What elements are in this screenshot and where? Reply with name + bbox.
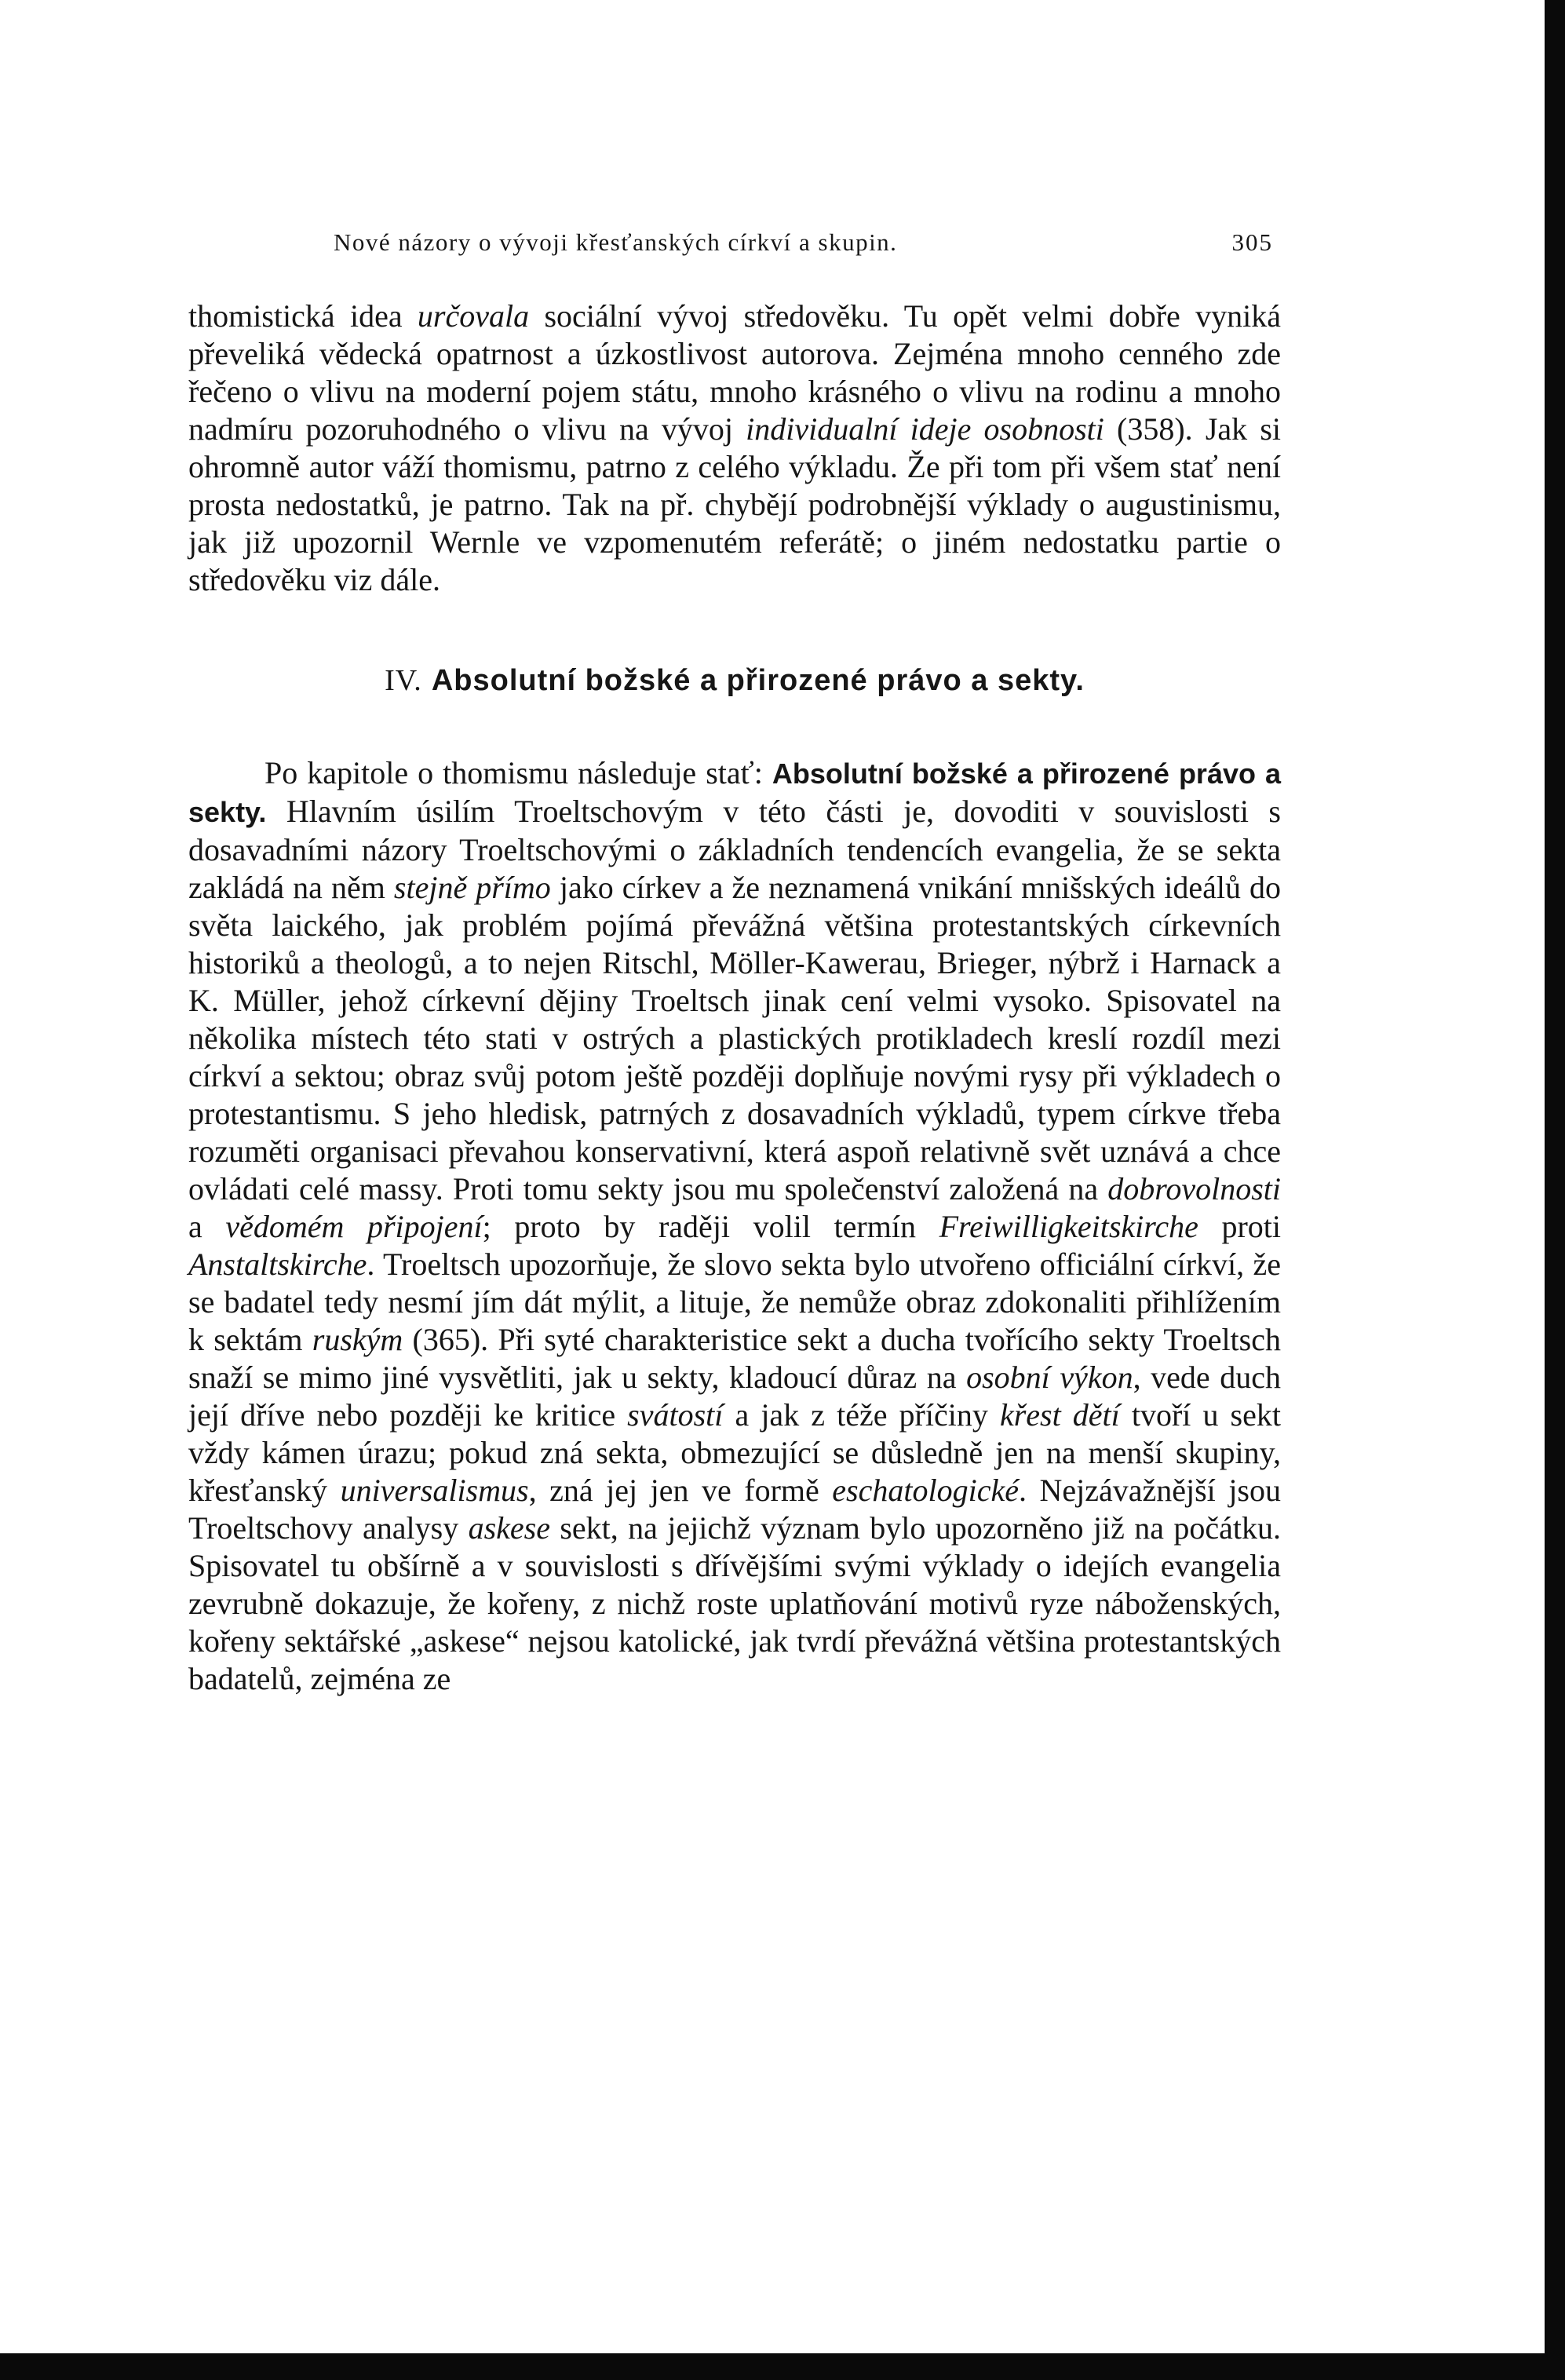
scan-border-right xyxy=(1545,0,1565,2380)
section-title: Absolutní božské a přirozené právo a sekty. xyxy=(431,664,1085,697)
text-run: sociální vývoj středověku. Tu opět velmi dobře vyniká převeliká vědecká opatrnost a úzkostlivost autorova. Zejména mnoho cenného zde řečeno o vlivu na moderní pojem státu, mnoho krásného o vlivu na rodinu a mnoho nadmíru pozoruhodného o vlivu na vývoj xyxy=(188,298,1281,447)
italic-term: svátostí xyxy=(627,1397,724,1433)
text-run: . Nejzávažnější jsou Troeltschovy analysy xyxy=(188,1473,1281,1546)
bold-title-reference: Absolutní božské a přirozené právo a sekty. xyxy=(188,757,1282,828)
italic-term: ruským xyxy=(312,1322,403,1357)
running-head xyxy=(188,224,1281,271)
text-run: a xyxy=(188,1209,226,1244)
text-run: thomistická idea xyxy=(188,298,418,334)
text-run: proti xyxy=(1198,1209,1281,1244)
italic-term: křest dětí xyxy=(999,1397,1120,1433)
italic-term: určovala xyxy=(417,298,530,334)
italic-term: individualní ideje osobnosti xyxy=(746,411,1104,447)
body-text xyxy=(188,298,1281,1698)
text-run: . Troeltsch upozorňuje, že slovo sekta bylo utvořeno officiální církví, že se badatel tedy nesmí jím dát mýlit, a lituje, že nemůže obraz zdokonaliti přihlížením k sektám xyxy=(188,1247,1281,1357)
text-run: Po kapitole o thomismu následuje stať: xyxy=(264,755,772,790)
text-run: , zná jej jen ve formě xyxy=(528,1473,833,1508)
running-title: Nové názory o vývoji křesťanských církví a skupin. xyxy=(334,228,898,256)
section-heading xyxy=(188,662,1281,699)
book-page xyxy=(188,224,1281,1698)
paragraph-sects xyxy=(188,754,1281,1698)
text-run: jako církev a že neznamená vnikání mnišských ideálů do světa laického, jak problém pojímá převážná většina protestantských církevních historiků a theologů, a to nejen Ritschl, Möller-Kawerau, Brieger, nýbrž i Harnack a K. Müller, jehož církevní dějiny Troeltsch jinak cení velmi vysoko. Spisovatel na několika místech této stati v ostrých a plastických protikladech kreslí rozdíl mezi církví a sektou; obraz svůj potom ještě později doplňuje novými rysy při výkladech o protestantismu. S jeho hledisk, patrných z dosavadních výkladů, typem církve třeba rozuměti organisaci převahou konservativní, která aspoň relativně svět uznává a chce ovládati celé massy. Proti tomu sekty jsou mu společenství založená na xyxy=(188,870,1282,1206)
italic-term: universalismus xyxy=(340,1473,529,1508)
text-run: Hlavním úsilím Troeltschovým v této části je, dovoditi v souvislosti s dosavadními názory Troeltschovými o základních tendencích evangelia, že se sekta zakládá na něm xyxy=(188,794,1281,905)
text-run: (358). Jak si ohromně autor váží thomismu, patrno z celého výkladu. Že při tom při všem stať není prosta nedostatků, je patrno. Tak na př. chybějí podrobnější výklady o augustinismu, jak již upozornil Wernle ve vzpomenutém referátě; o jiném nedostatku partie o středověku viz dále. xyxy=(188,411,1281,597)
text-run: ; proto by raději volil termín xyxy=(482,1209,939,1244)
text-run: a jak z téže příčiny xyxy=(723,1397,1000,1433)
scan-border-bottom xyxy=(0,2353,1565,2380)
text-run: (365). Při syté charakteristice sekt a ducha tvořícího sekty Troeltsch snaží se mimo jiné vysvětliti, jak u sekty, kladoucí důraz na xyxy=(188,1322,1281,1395)
italic-term: Freiwilligkeitskirche xyxy=(939,1209,1198,1244)
text-run: sekt, na jejichž význam bylo upozorněno již na počátku. Spisovatel tu obšírně a v souvislosti s dřívějšími svými výklady o idejích evangelia zevrubně dokazuje, že kořeny, z nichž roste uplatňování motivů ryze náboženských, kořeny sektářské „askese“ nejsou katolické, jak tvrdí převážná většina protestantských badatelů, zejména ze xyxy=(188,1510,1281,1696)
italic-term: askese xyxy=(468,1510,550,1546)
section-number: IV. xyxy=(385,664,422,697)
page-number: 305 xyxy=(1231,228,1273,256)
paragraph-thomism-conclusion xyxy=(188,298,1281,599)
text-run: , vede duch její dříve nebo později ke kritice xyxy=(188,1360,1282,1433)
italic-term: Anstaltskirche xyxy=(188,1247,367,1282)
italic-term: stejně přímo xyxy=(393,870,551,905)
italic-term: osobní výkon xyxy=(966,1360,1133,1395)
italic-term: vědomém připojení xyxy=(225,1209,483,1244)
italic-term: eschatologické xyxy=(832,1473,1019,1508)
italic-term: dobrovolnosti xyxy=(1107,1171,1281,1206)
text-run: tvoří u sekt vždy kámen úrazu; pokud zná sekta, obmezující se důsledně jen na menší skupiny, křesťanský xyxy=(188,1397,1281,1508)
